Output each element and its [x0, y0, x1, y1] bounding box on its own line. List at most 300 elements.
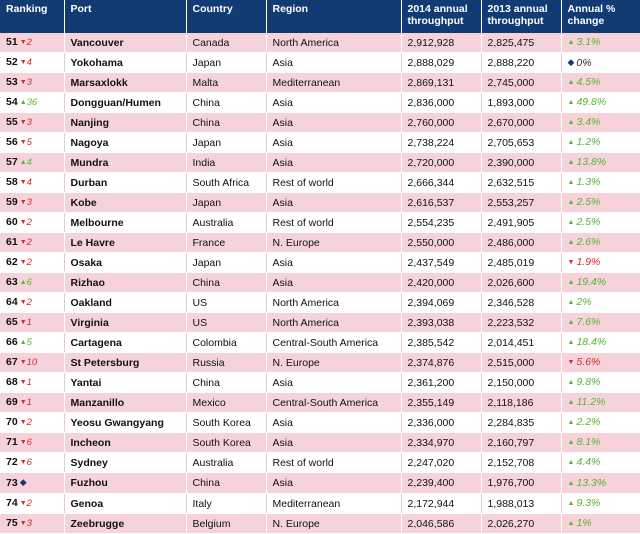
port-name: Melbourne: [64, 213, 186, 233]
arrow-up-icon: ▲: [567, 379, 575, 386]
throughput-2013-cell: 2,346,528: [481, 293, 561, 313]
throughput-2014-cell: 2,374,876: [401, 353, 481, 373]
rank-number: 51: [6, 36, 18, 48]
change-cell: [561, 514, 640, 534]
change-cell: [561, 293, 640, 313]
change-cell: [561, 313, 640, 333]
rank-movement-value: 3: [26, 77, 32, 88]
header-row: [0, 0, 640, 33]
rank-cell: [0, 153, 64, 173]
rank-movement: [20, 117, 32, 128]
table-row[interactable]: [0, 233, 640, 253]
change-cell: [561, 53, 640, 73]
rank-movement: [20, 478, 27, 489]
annual-change-value: 19.4%: [576, 276, 607, 288]
header-throughput-2014[interactable]: 2014 annual throughput: [401, 0, 481, 33]
rank-movement-value: 6: [26, 277, 32, 288]
annual-change: [568, 136, 601, 148]
rank-movement-value: 5: [26, 337, 32, 348]
rank-number: 63: [6, 276, 18, 288]
arrow-up-icon: ▲: [19, 279, 27, 286]
rank-movement-value: 4: [26, 177, 32, 188]
rank-number: 57: [6, 156, 18, 168]
rank-cell: [0, 494, 64, 514]
port-name: Kobe: [64, 193, 186, 213]
arrow-up-icon: ▲: [19, 339, 27, 346]
arrow-down-icon: ▼: [19, 459, 27, 466]
arrow-up-icon: ▲: [567, 139, 575, 146]
throughput-2013-cell: 2,160,797: [481, 433, 561, 453]
arrow-down-icon: ▼: [19, 179, 27, 186]
annual-change: [568, 256, 601, 268]
no-change-icon: ◆: [567, 57, 575, 67]
arrow-down-icon: ▼: [19, 319, 27, 326]
table-row[interactable]: [0, 293, 640, 313]
rank-movement: [20, 277, 32, 288]
annual-change: [568, 276, 607, 288]
table-row[interactable]: [0, 273, 640, 293]
port-name: Durban: [64, 173, 186, 193]
throughput-2013-cell: 1,988,013: [481, 494, 561, 514]
throughput-2014-cell: 2,046,586: [401, 514, 481, 534]
rank-movement-value: 2: [26, 257, 32, 268]
annual-change: [568, 36, 601, 48]
rank-movement: [20, 217, 32, 228]
port-name: Incheon: [64, 433, 186, 453]
arrow-up-icon: ▲: [567, 199, 575, 206]
annual-change: [568, 336, 607, 348]
table-row[interactable]: [0, 73, 640, 93]
rank-number: 59: [6, 196, 18, 208]
arrow-up-icon: ▲: [567, 279, 575, 286]
rank-movement-value: 6: [26, 457, 32, 468]
country-cell: Japan: [186, 253, 266, 273]
throughput-2013-cell: 2,390,000: [481, 153, 561, 173]
throughput-2013-cell: 2,150,000: [481, 373, 561, 393]
port-name: St Petersburg: [64, 353, 186, 373]
annual-change: [568, 477, 607, 489]
annual-change-value: 8.1%: [576, 436, 601, 448]
arrow-up-icon: ▲: [567, 299, 575, 306]
rank-cell: [0, 173, 64, 193]
arrow-up-icon: ▲: [567, 99, 575, 106]
port-name: Yeosu Gwangyang: [64, 413, 186, 433]
throughput-2014-cell: 2,760,000: [401, 113, 481, 133]
region-cell: Asia: [266, 133, 401, 153]
change-cell: [561, 113, 640, 133]
annual-change-value: 2.5%: [576, 196, 601, 208]
rank-number: 71: [6, 436, 18, 448]
annual-change-value: 2.2%: [576, 416, 601, 428]
region-cell: N. Europe: [266, 353, 401, 373]
arrow-up-icon: ▲: [567, 39, 575, 46]
arrow-down-icon: ▼: [19, 119, 27, 126]
annual-change: [568, 176, 601, 188]
annual-change-value: 9.3%: [576, 497, 601, 509]
rank-movement: [20, 377, 32, 388]
change-cell: [561, 473, 640, 494]
annual-change: [568, 216, 601, 228]
change-cell: [561, 173, 640, 193]
rank-movement: [20, 397, 32, 408]
throughput-2014-cell: 2,720,000: [401, 153, 481, 173]
country-cell: Japan: [186, 193, 266, 213]
annual-change-value: 0%: [576, 57, 592, 69]
rank-movement: [20, 337, 32, 348]
port-name: Le Havre: [64, 233, 186, 253]
arrow-down-icon: ▼: [19, 439, 27, 446]
table-row[interactable]: [0, 133, 640, 153]
table-row[interactable]: [0, 253, 640, 273]
annual-change-value: 7.6%: [576, 316, 601, 328]
table-row[interactable]: [0, 53, 640, 73]
rank-number: 70: [6, 416, 18, 428]
rank-movement-value: 1: [26, 397, 32, 408]
rank-cell: [0, 273, 64, 293]
port-name: Vancouver: [64, 33, 186, 53]
table-row[interactable]: [0, 514, 640, 534]
header-annual-change[interactable]: Annual % change: [567, 3, 616, 27]
throughput-2013-cell: 2,745,000: [481, 73, 561, 93]
rank-movement: [20, 97, 38, 108]
throughput-2014-cell: 2,616,537: [401, 193, 481, 213]
annual-change: [568, 416, 601, 428]
table-row[interactable]: [0, 213, 640, 233]
rank-movement-value: 2: [26, 417, 32, 428]
throughput-2013-cell: 2,223,532: [481, 313, 561, 333]
throughput-2013-cell: 2,553,257: [481, 193, 561, 213]
rank-movement-value: 6: [26, 437, 32, 448]
annual-change-value: 4.4%: [576, 456, 601, 468]
annual-change: [568, 456, 601, 468]
arrow-up-icon: ▲: [567, 479, 575, 487]
arrow-down-icon: ▼: [19, 359, 27, 366]
arrow-up-icon: ▲: [567, 399, 575, 406]
annual-change: [568, 296, 592, 308]
port-name: Fuzhou: [64, 473, 186, 494]
rank-number: 67: [6, 356, 18, 368]
annual-change-value: 3.1%: [576, 36, 601, 48]
arrow-down-icon: ▼: [19, 239, 27, 246]
throughput-2013-cell: 1,893,000: [481, 93, 561, 113]
rank-movement: [20, 37, 32, 48]
rank-movement: [20, 357, 38, 368]
throughput-2013-cell: 2,491,905: [481, 213, 561, 233]
arrow-down-icon: ▼: [19, 379, 27, 386]
rank-cell: [0, 473, 64, 494]
country-cell: South Africa: [186, 173, 266, 193]
rank-movement-value: 3: [26, 197, 32, 208]
region-cell: Asia: [266, 273, 401, 293]
rank-number: 66: [6, 336, 18, 348]
region-cell: Asia: [266, 53, 401, 73]
country-cell: Japan: [186, 53, 266, 73]
arrow-up-icon: ▲: [567, 119, 575, 126]
rank-movement-value: 2: [26, 297, 32, 308]
rank-cell: [0, 333, 64, 353]
region-cell: Asia: [266, 153, 401, 173]
table-row[interactable]: [0, 173, 640, 193]
change-cell: [561, 433, 640, 453]
port-name: Marsaxlokk: [64, 73, 186, 93]
rank-cell: [0, 93, 64, 113]
header-ranking[interactable]: Ranking: [0, 0, 64, 33]
change-cell: [561, 393, 640, 413]
rank-movement: [20, 177, 32, 188]
annual-change: [568, 57, 592, 69]
port-name: Sydney: [64, 453, 186, 473]
throughput-2014-cell: 2,393,038: [401, 313, 481, 333]
rank-movement: [20, 137, 32, 148]
country-cell: China: [186, 93, 266, 113]
throughput-2014-cell: 2,361,200: [401, 373, 481, 393]
rank-movement: [20, 518, 32, 529]
table-body: [0, 33, 640, 534]
arrow-up-icon: ▲: [567, 239, 575, 246]
annual-change: [568, 376, 601, 388]
throughput-2014-cell: 2,247,020: [401, 453, 481, 473]
throughput-2014-cell: 2,355,149: [401, 393, 481, 413]
port-name: Dongguan/Humen: [64, 93, 186, 113]
annual-change-value: 2.6%: [576, 236, 601, 248]
arrow-up-icon: ▲: [567, 520, 575, 527]
region-cell: Rest of world: [266, 213, 401, 233]
rank-cell: [0, 213, 64, 233]
rank-movement-value: 10: [26, 357, 38, 368]
region-cell: Central-South America: [266, 333, 401, 353]
arrow-down-icon: ▼: [567, 359, 575, 366]
annual-change-value: 1.2%: [576, 136, 601, 148]
change-cell: [561, 494, 640, 514]
region-cell: Asia: [266, 473, 401, 494]
table-row[interactable]: [0, 453, 640, 473]
rank-movement: [20, 77, 32, 88]
table-row[interactable]: [0, 113, 640, 133]
rank-cell: [0, 373, 64, 393]
rank-movement-value: 2: [26, 498, 32, 509]
annual-change-value: 3.4%: [576, 116, 601, 128]
rank-movement-value: 4: [26, 57, 32, 68]
throughput-2013-cell: 2,026,270: [481, 514, 561, 534]
country-cell: Italy: [186, 494, 266, 514]
no-change-icon: ◆: [19, 477, 27, 487]
country-cell: China: [186, 373, 266, 393]
table-row[interactable]: [0, 433, 640, 453]
header-country[interactable]: Country: [186, 0, 266, 33]
throughput-2014-cell: 2,912,928: [401, 33, 481, 53]
region-cell: Asia: [266, 253, 401, 273]
rank-cell: [0, 73, 64, 93]
change-cell: [561, 213, 640, 233]
arrow-down-icon: ▼: [19, 59, 27, 66]
table-row[interactable]: [0, 93, 640, 113]
annual-change: [568, 236, 601, 248]
region-cell: Rest of world: [266, 173, 401, 193]
table-row[interactable]: [0, 193, 640, 213]
country-cell: South Korea: [186, 433, 266, 453]
arrow-down-icon: ▼: [567, 259, 575, 266]
rank-movement: [20, 297, 32, 308]
region-cell: N. Europe: [266, 514, 401, 534]
rank-movement: [20, 197, 32, 208]
annual-change: [568, 96, 607, 108]
change-cell: [561, 73, 640, 93]
arrow-down-icon: ▼: [19, 419, 27, 426]
throughput-2014-cell: 2,336,000: [401, 413, 481, 433]
throughput-2013-cell: 2,026,600: [481, 273, 561, 293]
port-name: Oakland: [64, 293, 186, 313]
rank-number: 68: [6, 376, 18, 388]
region-cell: Central-South America: [266, 393, 401, 413]
table-row[interactable]: [0, 153, 640, 173]
rank-number: 69: [6, 396, 18, 408]
table-row[interactable]: [0, 333, 640, 353]
port-name: Genoa: [64, 494, 186, 514]
arrow-up-icon: ▲: [567, 439, 575, 446]
arrow-up-icon: ▲: [567, 419, 575, 426]
annual-change: [568, 396, 606, 408]
rank-cell: [0, 313, 64, 333]
rank-number: 73: [6, 477, 18, 489]
change-cell: [561, 373, 640, 393]
annual-change-value: 18.4%: [576, 336, 607, 348]
rank-cell: [0, 53, 64, 73]
arrow-up-icon: ▲: [19, 159, 27, 166]
country-cell: France: [186, 233, 266, 253]
rank-movement-value: 2: [26, 217, 32, 228]
change-cell: [561, 253, 640, 273]
rank-movement-value: 2: [26, 237, 32, 248]
rank-movement: [20, 417, 32, 428]
arrow-down-icon: ▼: [19, 399, 27, 406]
country-cell: China: [186, 113, 266, 133]
annual-change-value: 1.3%: [576, 176, 601, 188]
rank-movement-value: 2: [26, 37, 32, 48]
table-row[interactable]: [0, 373, 640, 393]
throughput-2013-cell: 2,705,653: [481, 133, 561, 153]
region-cell: North America: [266, 293, 401, 313]
port-name: Yokohama: [64, 53, 186, 73]
rank-cell: [0, 133, 64, 153]
annual-change-value: 13.3%: [576, 476, 607, 489]
table-row[interactable]: [0, 413, 640, 433]
rank-cell: [0, 113, 64, 133]
rank-movement: [20, 457, 32, 468]
region-cell: Asia: [266, 193, 401, 213]
annual-change: [568, 517, 592, 529]
annual-change: [568, 156, 607, 168]
rank-movement: [20, 57, 32, 68]
header-throughput-2013[interactable]: 2013 annual throughput: [481, 0, 561, 33]
table-row[interactable]: [0, 353, 640, 373]
throughput-2013-cell: 2,118,186: [481, 393, 561, 413]
annual-change-value: 4.5%: [576, 76, 601, 88]
rank-number: 52: [6, 56, 18, 68]
throughput-2014-cell: 2,550,000: [401, 233, 481, 253]
header-region[interactable]: Region: [266, 0, 401, 33]
change-cell: [561, 233, 640, 253]
annual-change: [568, 356, 601, 368]
rank-cell: [0, 293, 64, 313]
rank-number: 53: [6, 76, 18, 88]
rank-movement: [20, 437, 32, 448]
rank-number: 72: [6, 456, 18, 468]
arrow-down-icon: ▼: [19, 259, 27, 266]
table-row[interactable]: [0, 473, 640, 494]
country-cell: Australia: [186, 453, 266, 473]
annual-change-value: 11.2%: [576, 396, 606, 408]
rank-movement: [20, 317, 32, 328]
table-row[interactable]: [0, 33, 640, 53]
arrow-up-icon: ▲: [567, 339, 575, 346]
change-cell: [561, 453, 640, 473]
rank-number: 62: [6, 256, 18, 268]
throughput-2014-cell: 2,888,029: [401, 53, 481, 73]
port-name: Nanjing: [64, 113, 186, 133]
change-cell: [561, 333, 640, 353]
region-cell: North America: [266, 33, 401, 53]
table-row[interactable]: [0, 313, 640, 333]
table-row[interactable]: [0, 494, 640, 514]
rank-movement-value: 1: [26, 377, 32, 388]
arrow-up-icon: ▲: [19, 99, 27, 106]
rank-movement-value: 3: [26, 117, 32, 128]
arrow-down-icon: ▼: [19, 199, 27, 206]
table-row[interactable]: [0, 393, 640, 413]
throughput-2013-cell: 2,284,835: [481, 413, 561, 433]
region-cell: Asia: [266, 373, 401, 393]
rank-movement-value: 1: [26, 317, 32, 328]
region-cell: Asia: [266, 93, 401, 113]
rank-number: 60: [6, 216, 18, 228]
annual-change: [568, 76, 601, 88]
country-cell: Malta: [186, 73, 266, 93]
throughput-2014-cell: 2,239,400: [401, 473, 481, 494]
country-cell: Belgium: [186, 514, 266, 534]
country-cell: Canada: [186, 33, 266, 53]
country-cell: China: [186, 273, 266, 293]
region-cell: N. Europe: [266, 233, 401, 253]
country-cell: Australia: [186, 213, 266, 233]
change-cell: [561, 93, 640, 113]
port-name: Osaka: [64, 253, 186, 273]
annual-change-value: 2.5%: [576, 216, 601, 228]
rank-movement-value: 4: [26, 157, 32, 168]
annual-change-value: 49.8%: [576, 96, 607, 108]
change-cell: [561, 193, 640, 213]
header-port[interactable]: Port: [64, 0, 186, 33]
annual-change-value: 1%: [576, 517, 592, 529]
throughput-2014-cell: 2,385,542: [401, 333, 481, 353]
throughput-2013-cell: 2,486,000: [481, 233, 561, 253]
rank-number: 74: [6, 497, 18, 509]
rank-cell: [0, 413, 64, 433]
rank-movement: [20, 237, 32, 248]
arrow-up-icon: ▲: [567, 500, 575, 507]
region-cell: Rest of world: [266, 453, 401, 473]
rank-cell: [0, 193, 64, 213]
throughput-2013-cell: 2,670,000: [481, 113, 561, 133]
rank-movement-value: 5: [26, 137, 32, 148]
annual-change: [568, 497, 601, 509]
port-name: Mundra: [64, 153, 186, 173]
throughput-2014-cell: 2,869,131: [401, 73, 481, 93]
change-cell: [561, 413, 640, 433]
port-name: Zeebrugge: [64, 514, 186, 534]
annual-change: [568, 196, 601, 208]
throughput-2013-cell: 1,976,700: [481, 473, 561, 494]
annual-change-value: 2%: [576, 296, 592, 308]
